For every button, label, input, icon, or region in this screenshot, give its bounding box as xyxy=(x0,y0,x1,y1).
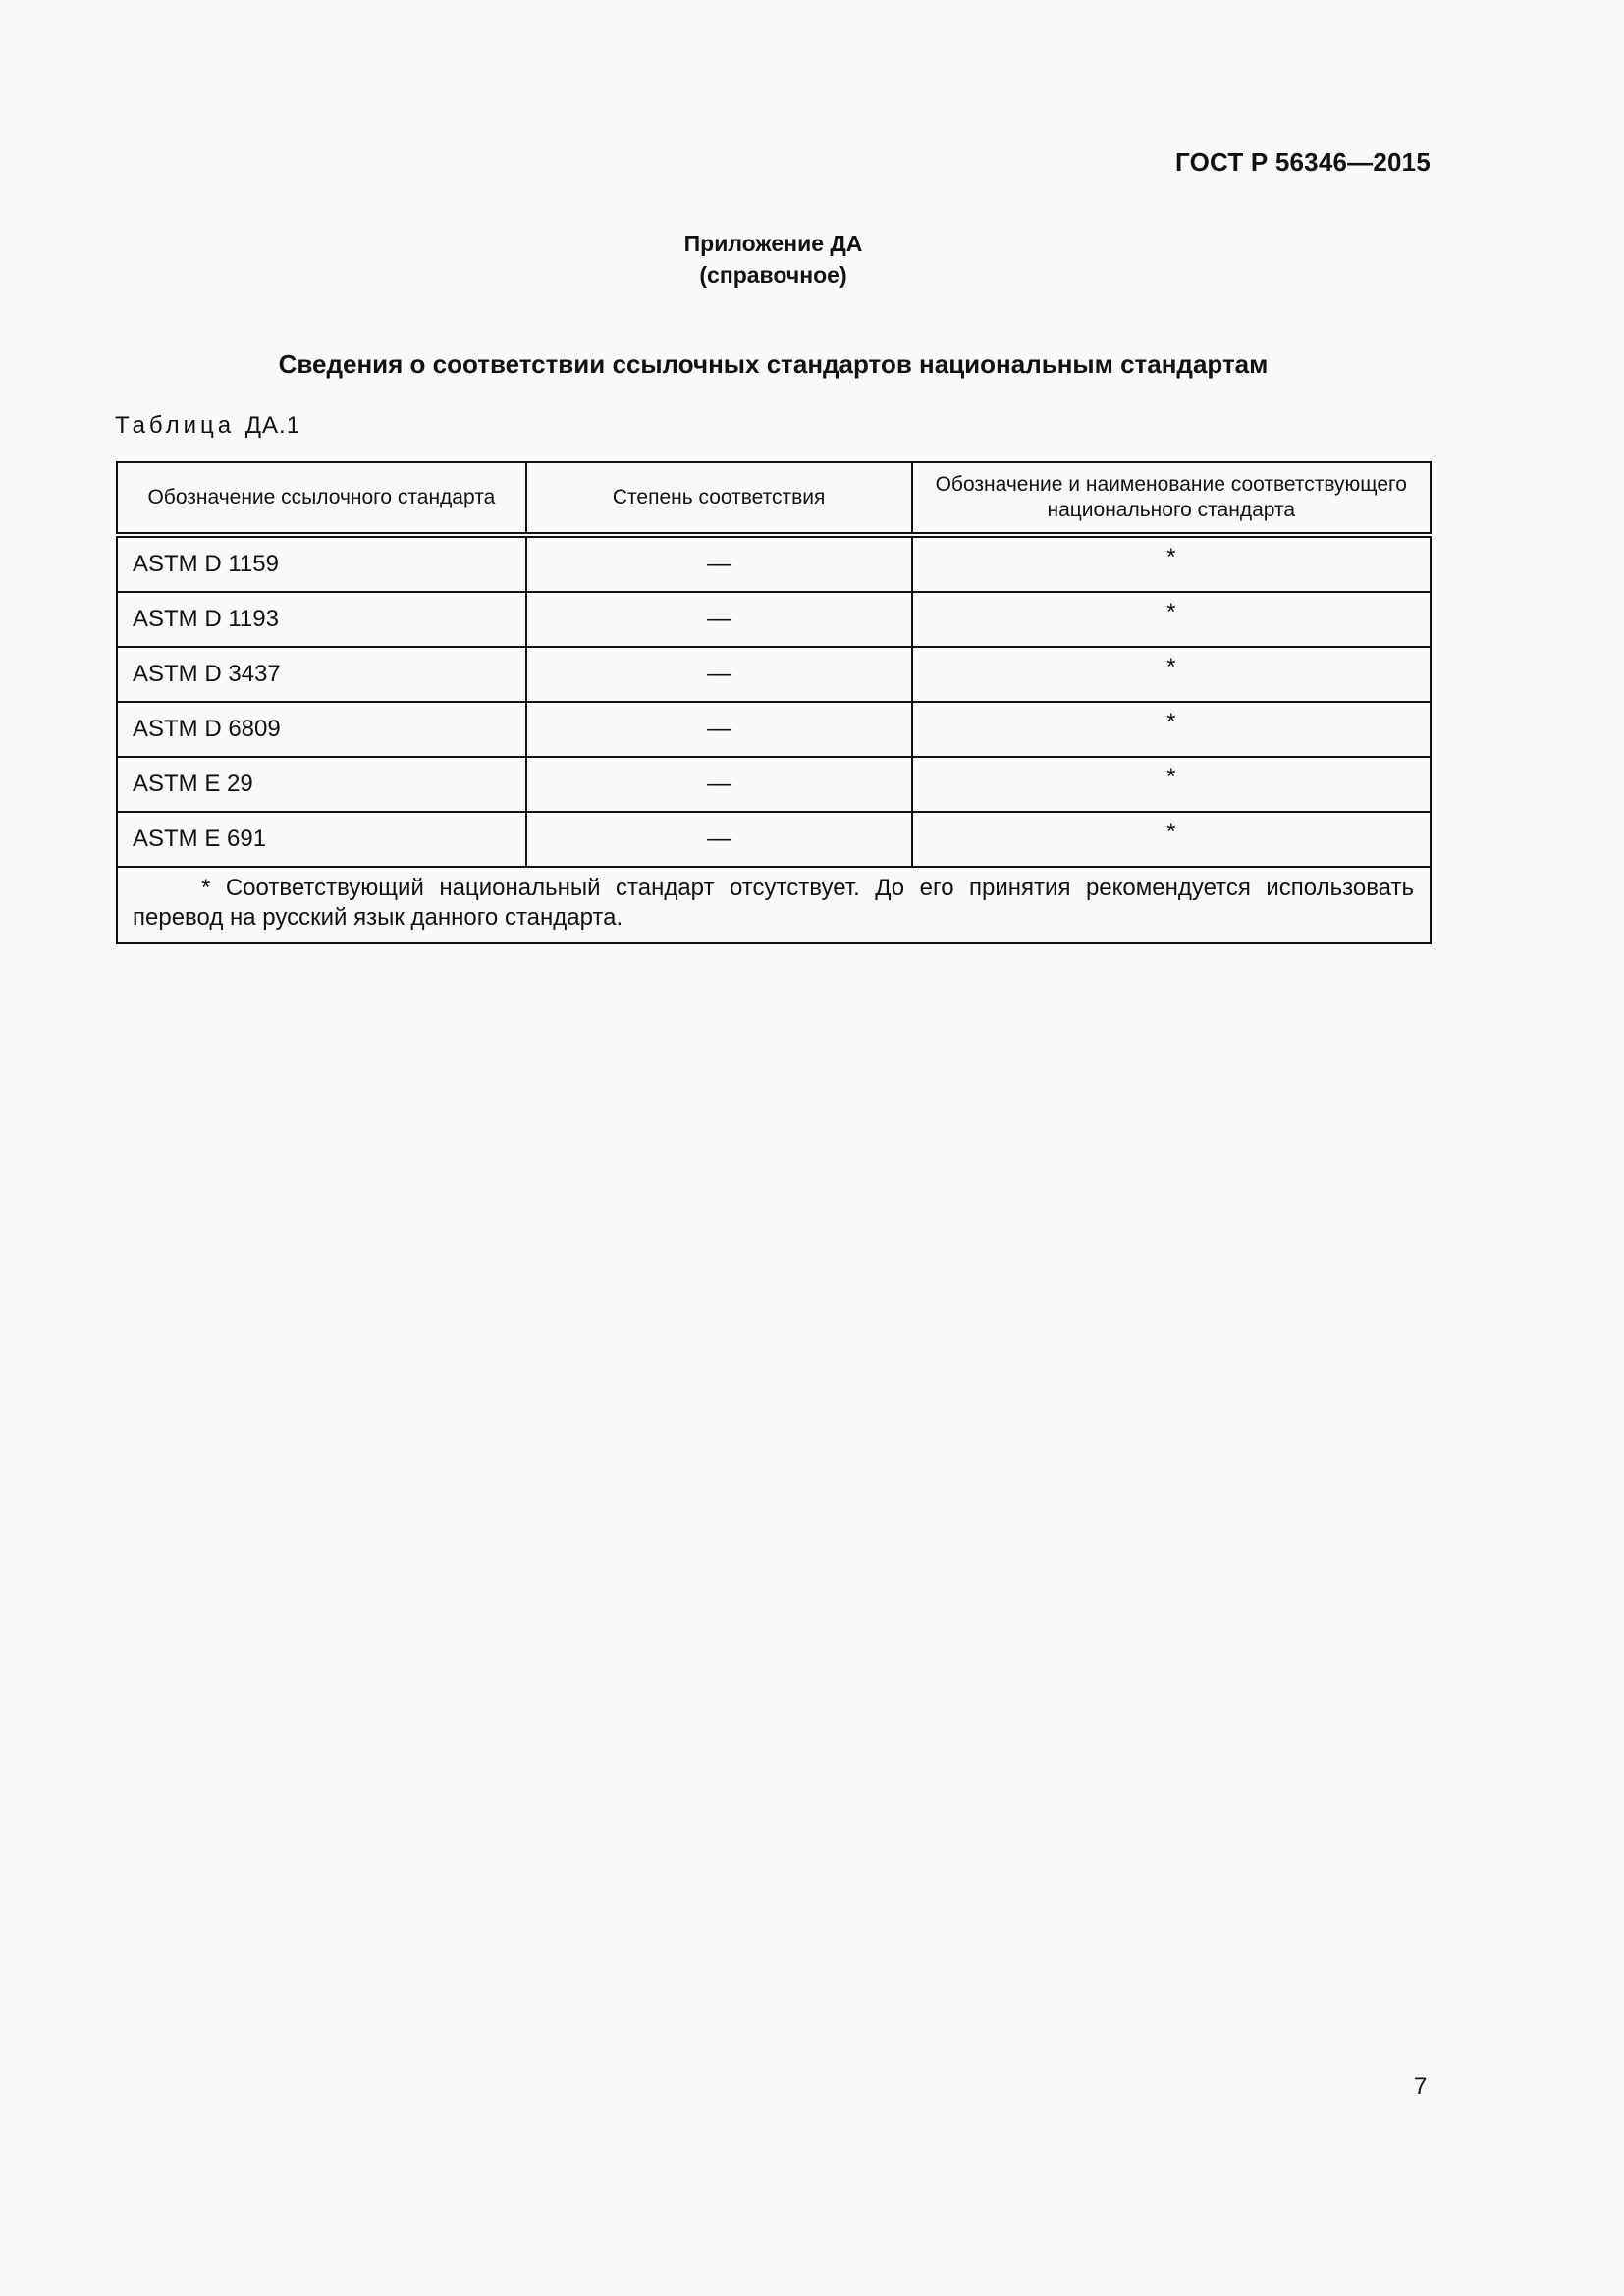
table-row xyxy=(117,702,1431,757)
cell-degree: — xyxy=(526,757,912,812)
cell-code: ASTM D 1193 xyxy=(117,592,526,647)
table-row xyxy=(117,647,1431,702)
table-footnote xyxy=(117,867,1431,943)
table-footnote-row xyxy=(117,867,1431,943)
table-row xyxy=(117,812,1431,867)
cell-national: * xyxy=(912,535,1431,592)
document-code: ГОСТ Р 56346—2015 xyxy=(1175,147,1431,177)
cell-code: ASTM D 6809 xyxy=(117,702,526,757)
appendix-title: Приложение ДА xyxy=(683,231,863,256)
table-caption-number: ДА.1 xyxy=(244,412,301,439)
table-row xyxy=(117,592,1431,647)
footnote-text: * Соответствующий национальный стандарт отсутствует. До его принятия рекомендуется использовать перевод на русский язык данного стандарта. xyxy=(133,875,1414,931)
cell-degree: — xyxy=(526,647,912,702)
appendix-heading xyxy=(0,228,1546,291)
cell-national: * xyxy=(912,812,1431,867)
cell-national: * xyxy=(912,647,1431,702)
cell-code: ASTM E 691 xyxy=(117,812,526,867)
appendix-subtitle: (справочное) xyxy=(699,262,847,288)
header-degree: Степень соответствия xyxy=(526,462,912,535)
table-row xyxy=(117,535,1431,592)
cell-national: * xyxy=(912,757,1431,812)
header-reference-standard: Обозначение ссылочного стандарта xyxy=(117,462,526,535)
section-title: Сведения о соответствии ссылочных стандартов национальным стандартам xyxy=(278,349,1269,379)
cell-national: * xyxy=(912,592,1431,647)
cell-code: ASTM D 3437 xyxy=(117,647,526,702)
table-row xyxy=(117,757,1431,812)
cell-national: * xyxy=(912,702,1431,757)
standards-table xyxy=(116,461,1432,944)
table-caption-word: Таблица xyxy=(115,412,236,439)
cell-code: ASTM E 29 xyxy=(117,757,526,812)
table-header-row xyxy=(117,462,1431,535)
page-number: 7 xyxy=(1414,2073,1428,2100)
cell-code: ASTM D 1159 xyxy=(117,535,526,592)
cell-degree: — xyxy=(526,592,912,647)
cell-degree: — xyxy=(526,702,912,757)
table-caption xyxy=(115,412,300,440)
cell-degree: — xyxy=(526,812,912,867)
cell-degree: — xyxy=(526,535,912,592)
header-national-standard: Обозначение и наименование соответствующего национального стандарта xyxy=(912,462,1431,535)
